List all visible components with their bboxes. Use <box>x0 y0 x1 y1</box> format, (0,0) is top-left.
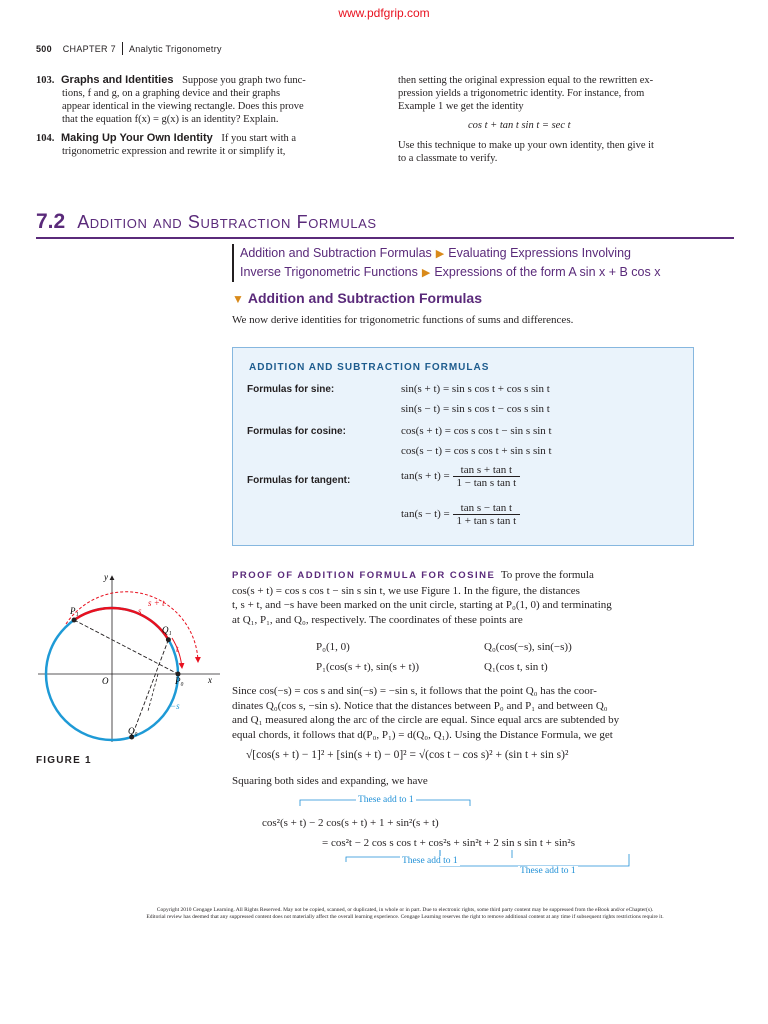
tangent-label: Formulas for tangent: <box>247 475 351 486</box>
exercise-103 <box>36 74 356 126</box>
proof-text: To prove the formula <box>500 569 594 581</box>
exercise-text: Suppose you graph two func- <box>182 75 306 86</box>
exercise-number: 103. <box>36 75 55 86</box>
sine-label: Formulas for sine: <box>247 384 335 395</box>
p0-label: P₀ <box>175 676 184 686</box>
exercise-104 <box>36 132 356 158</box>
copyright-footer <box>60 907 750 921</box>
section-rule <box>36 237 734 239</box>
s-plus-t-label: s + t <box>148 598 165 608</box>
exercise-text: pression yields a trigonometric identity. For instance, from <box>398 88 645 99</box>
triangle-down-icon: ▼ <box>232 292 244 306</box>
toc-item[interactable]: Inverse Trigonometric Functions <box>240 265 418 279</box>
t-label: t <box>176 644 179 654</box>
proof-text: t, s + t, and −s have been marked on the unit circle, starting at P₀(1, 0) and terminating <box>232 599 612 611</box>
y-axis-label: y <box>104 572 108 582</box>
exercise-text: tions, f and g, on a graphing device and their graphs <box>62 88 281 99</box>
footer-line: Editorial review has deemed that any suppressed content does not materially affect the overall learning experience. Cengage Learning reserves the right to remove additional content at any time if subsequent rights restrictions require it. <box>146 914 664 920</box>
fraction <box>453 502 521 527</box>
arrow-right-icon: ▶ <box>421 267 431 279</box>
exercise-text: Example 1 we get the identity <box>398 101 524 112</box>
unit-circle-figure <box>30 566 230 746</box>
tangent-lhs: tan(s + t) = <box>401 470 450 483</box>
identity-example: cos t + tan t sin t = sec t <box>468 120 571 131</box>
proof-paragraph <box>232 568 692 627</box>
intro-text: We now derive identities for trigonometric functions of sums and differences. <box>232 314 574 326</box>
chapter-label: CHAPTER 7 <box>62 44 116 54</box>
minus-s-label: −s <box>170 701 180 711</box>
origin-label: O <box>102 676 109 686</box>
coord-p0: P₀(1, 0) <box>316 641 350 653</box>
formula-box <box>232 347 694 546</box>
proof-text: and Q₁ measured along the arc of the circle are equal. Since equal arcs are subtended by <box>232 714 620 726</box>
running-head <box>36 42 222 55</box>
p1-label: P₁ <box>70 606 79 616</box>
exercise-text: trigonometric expression and rewrite it or simplify it, <box>62 146 286 157</box>
annotation: These add to 1 <box>402 856 458 866</box>
cosine-diff-formula: cos(s − t) = cos s cos t + sin s sin t <box>401 445 552 457</box>
footer-line: Copyright 2010 Cengage Learning. All Rights Reserved. May not be copied, scanned, or duplicated, in whole or in part. Due to electronic rights, some third party content may be suppressed from the eBook and/or eChapter(s). <box>156 907 654 913</box>
subsection-title: Addition and Subtraction Formulas <box>247 290 483 306</box>
formula-box-title: ADDITION AND SUBTRACTION FORMULAS <box>249 362 490 373</box>
page-number: 500 <box>36 44 52 54</box>
denominator: 1 + tan s tan t <box>456 515 517 527</box>
annotation: These add to 1 <box>358 795 414 805</box>
sine-sum-formula: sin(s + t) = sin s cos t + cos s sin t <box>401 383 550 395</box>
numerator: tan s − tan t <box>453 502 521 515</box>
expanded-rhs: = cos²t − 2 cos s cos t + cos²s + sin²t + 2 sin s sin t + sin²s <box>322 837 576 849</box>
proof-caption: PROOF OF ADDITION FORMULA FOR COSINE <box>232 570 496 581</box>
point-p1 <box>72 618 77 623</box>
coord-p1: P₁(cos(s + t), sin(s + t)) <box>316 661 420 673</box>
divider <box>122 42 123 55</box>
expanded-lhs: cos²(s + t) − 2 cos(s + t) + 1 + sin²(s + t) <box>262 817 439 829</box>
toc-item[interactable]: Addition and Subtraction Formulas <box>240 246 432 260</box>
exercise-text: If you start with a <box>221 133 297 144</box>
bracket-bottom-right <box>440 850 629 866</box>
s-label: s <box>138 606 142 616</box>
proof-body <box>232 684 702 742</box>
figure-label: FIGURE 1 <box>36 755 92 766</box>
exercise-text: that the equation f(x) = g(x) is an identity? Explain. <box>62 114 279 125</box>
tangent-diff-formula <box>401 502 520 527</box>
section-contents <box>232 244 660 282</box>
q0-label: Q₀ <box>128 726 138 736</box>
sine-diff-formula: sin(s − t) = sin s cos t − cos s sin t <box>401 403 550 415</box>
proof-text: dinates Q₀(cos s, −sin s). Notice that the distances between P₀ and P₁ and between Q₀ <box>232 699 608 712</box>
toc-item[interactable]: Evaluating Expressions Involving <box>448 246 631 260</box>
subsection-heading <box>232 290 482 306</box>
arrow-right-icon: ▶ <box>435 248 445 260</box>
section-title: Addition and Subtraction Formulas <box>77 212 377 232</box>
cosine-label: Formulas for cosine: <box>247 426 346 437</box>
proof-text: cos(s + t) = cos s cos t − sin s sin t, we use Figure 1. In the figure, the distances <box>232 584 580 597</box>
numerator: tan s + tan t <box>453 464 521 477</box>
annotation: These add to 1 <box>520 866 576 876</box>
exercise-text: appear identical in the viewing rectangle. Does this prove <box>62 101 304 112</box>
exercise-title: Graphs and Identities <box>61 74 174 86</box>
distance-equation: √[cos(s + t) − 1]² + [sin(s + t) − 0]² = √(cos t − cos s)² + (sin t + sin s)² <box>246 749 569 761</box>
tangent-sum-formula <box>401 464 520 489</box>
tangent-lhs: tan(s − t) = <box>401 508 450 521</box>
coord-q1: Q₁(cos t, sin t) <box>484 661 548 673</box>
chapter-title: Analytic Trigonometry <box>128 44 222 54</box>
exercise-number: 104. <box>36 133 55 144</box>
cosine-sum-formula: cos(s + t) = cos s cos t − sin s sin t <box>401 425 552 437</box>
denominator: 1 − tan s tan t <box>456 477 517 489</box>
exercise-title: Making Up Your Own Identity <box>61 132 213 144</box>
exercise-104-continued <box>398 74 738 165</box>
chord-q0-q1 <box>132 640 169 737</box>
proof-text: at Q₁, P₁, and Q₀, respectively. The coordinates of these points are <box>232 613 523 626</box>
fraction <box>453 464 521 489</box>
proof-text: Squaring both sides and expanding, we have <box>232 775 428 787</box>
toc-item[interactable]: Expressions of the form A sin x + B cos x <box>434 265 661 279</box>
exercise-text: to a classmate to verify. <box>398 153 498 164</box>
exercise-text: Use this technique to make up your own identity, then give it <box>398 140 654 151</box>
watermark-link[interactable]: www.pdfgrip.com <box>338 6 430 20</box>
q1-label: Q₁ <box>162 625 172 635</box>
section-heading <box>36 210 377 234</box>
proof-text: equal chords, it follows that d(P₀, P₁) = d(Q₀, Q₁). Using the Distance Formula, we get <box>232 728 613 741</box>
coord-q0: Q₀(cos(−s), sin(−s)) <box>484 641 572 653</box>
x-axis-label: x <box>208 675 212 685</box>
point-q1 <box>166 637 171 642</box>
arc-s <box>74 608 168 640</box>
section-number: 7.2 <box>36 210 66 233</box>
proof-text: Since cos(−s) = cos s and sin(−s) = −sin s, it follows that the point Q₀ has the coor- <box>232 685 597 697</box>
exercise-text: then setting the original expression equal to the rewritten ex- <box>398 75 654 86</box>
